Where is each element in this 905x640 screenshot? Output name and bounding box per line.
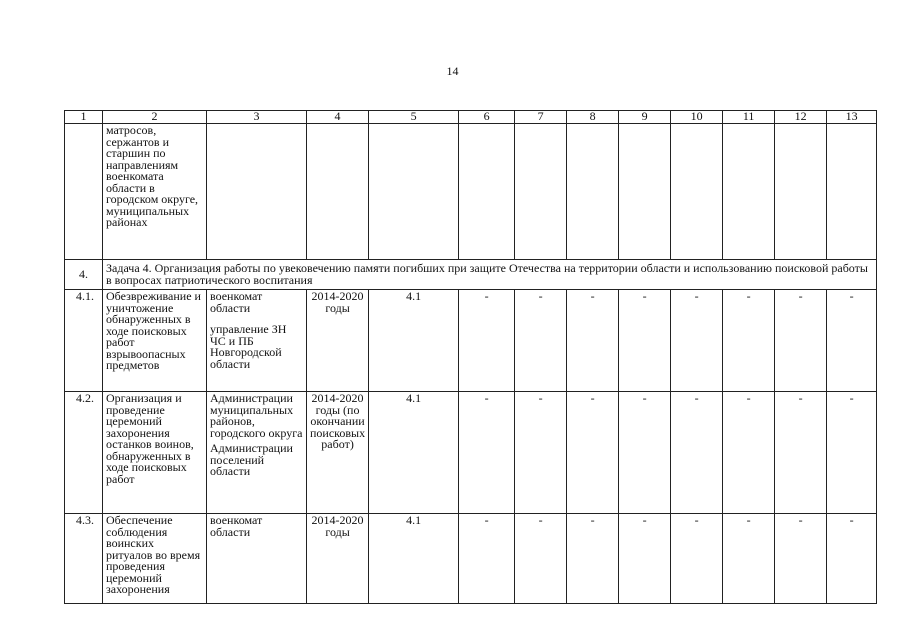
cell-value: -: [723, 290, 775, 392]
table-row: [65, 290, 877, 392]
header-row: [65, 111, 877, 124]
col-header: 3: [207, 111, 307, 124]
col-header: 11: [723, 111, 775, 124]
table-row: [65, 514, 877, 604]
task-row: [65, 260, 877, 290]
task-title: Задача 4. Организация работы по увековечению памяти погибших при защите Отечества на территории области и использованию поисковой работы в вопросах патриотического воспитания: [103, 260, 877, 290]
cell-value: -: [827, 392, 877, 514]
col-header: 8: [567, 111, 619, 124]
cell-value: -: [723, 392, 775, 514]
executor-line: военкомат области: [210, 513, 263, 539]
cell-value: -: [567, 514, 619, 604]
cell-value: -: [775, 290, 827, 392]
table-row: [65, 392, 877, 514]
cell-value: -: [567, 392, 619, 514]
col-header: 12: [775, 111, 827, 124]
col-header: 6: [459, 111, 515, 124]
cell-num: 4.3.: [65, 514, 103, 604]
col-header: 13: [827, 111, 877, 124]
cell-value: -: [723, 514, 775, 604]
cell-name: Обезвреживание и уничтожение обнаруженных в ходе поисковых работ взрывоопасных предметов: [103, 290, 207, 392]
cell-value: -: [515, 514, 567, 604]
executor-line: военкомат области: [210, 289, 263, 315]
cell-years: 2014-2020 годы: [307, 290, 369, 392]
cell-value: -: [671, 514, 723, 604]
cell-years: 2014-2020 годы (по окончании поисковых работ): [307, 392, 369, 514]
cell-value: -: [619, 514, 671, 604]
col-header: 7: [515, 111, 567, 124]
cell-value: -: [567, 290, 619, 392]
cell-value: -: [827, 290, 877, 392]
cell-value: -: [459, 392, 515, 514]
cell-years: 2014-2020 годы: [307, 514, 369, 604]
cell-num: 4.1.: [65, 290, 103, 392]
cell-executor: [207, 392, 307, 514]
cell-value: -: [671, 290, 723, 392]
cell-num: 4.2.: [65, 392, 103, 514]
cell-value: -: [775, 392, 827, 514]
cell-ref: 4.1: [369, 290, 459, 392]
page-number: 14: [446, 64, 459, 78]
col-header: 1: [65, 111, 103, 124]
cell-value: -: [619, 392, 671, 514]
table-row: [65, 124, 877, 260]
cell-name: Обеспечение соблюдения воинских ритуалов во время проведения церемоний захоронения: [103, 514, 207, 604]
cell-ref: 4.1: [369, 392, 459, 514]
executor-line: управление ЗН ЧС и ПБ Новгородской области: [210, 322, 287, 371]
cell-value: -: [459, 514, 515, 604]
cell-name: Организация и проведение церемоний захоронения останков воинов, обнаруженных в ходе поисковых работ: [103, 392, 207, 514]
cell-ref: 4.1: [369, 514, 459, 604]
cell-value: -: [827, 514, 877, 604]
cell-value: -: [775, 514, 827, 604]
col-header: 9: [619, 111, 671, 124]
col-header: 5: [369, 111, 459, 124]
executor-line: Администрации поселений области: [210, 441, 293, 478]
cell-value: -: [515, 392, 567, 514]
cell-value: -: [619, 290, 671, 392]
cell-value: -: [515, 290, 567, 392]
cell-value: -: [671, 392, 723, 514]
cell-executor: [207, 290, 307, 392]
col-header: 2: [103, 111, 207, 124]
program-table: [64, 110, 877, 604]
cell-value: -: [459, 290, 515, 392]
executor-line: Администрации муниципальных районов, городского округа: [210, 391, 303, 440]
cell-name: матросов, сержантов и старшин по направлениям военкомата области в городском округе, муниципальных районах: [103, 124, 207, 260]
col-header: 4: [307, 111, 369, 124]
cell-num: 4.: [65, 260, 103, 290]
col-header: 10: [671, 111, 723, 124]
cell-executor: [207, 514, 307, 604]
